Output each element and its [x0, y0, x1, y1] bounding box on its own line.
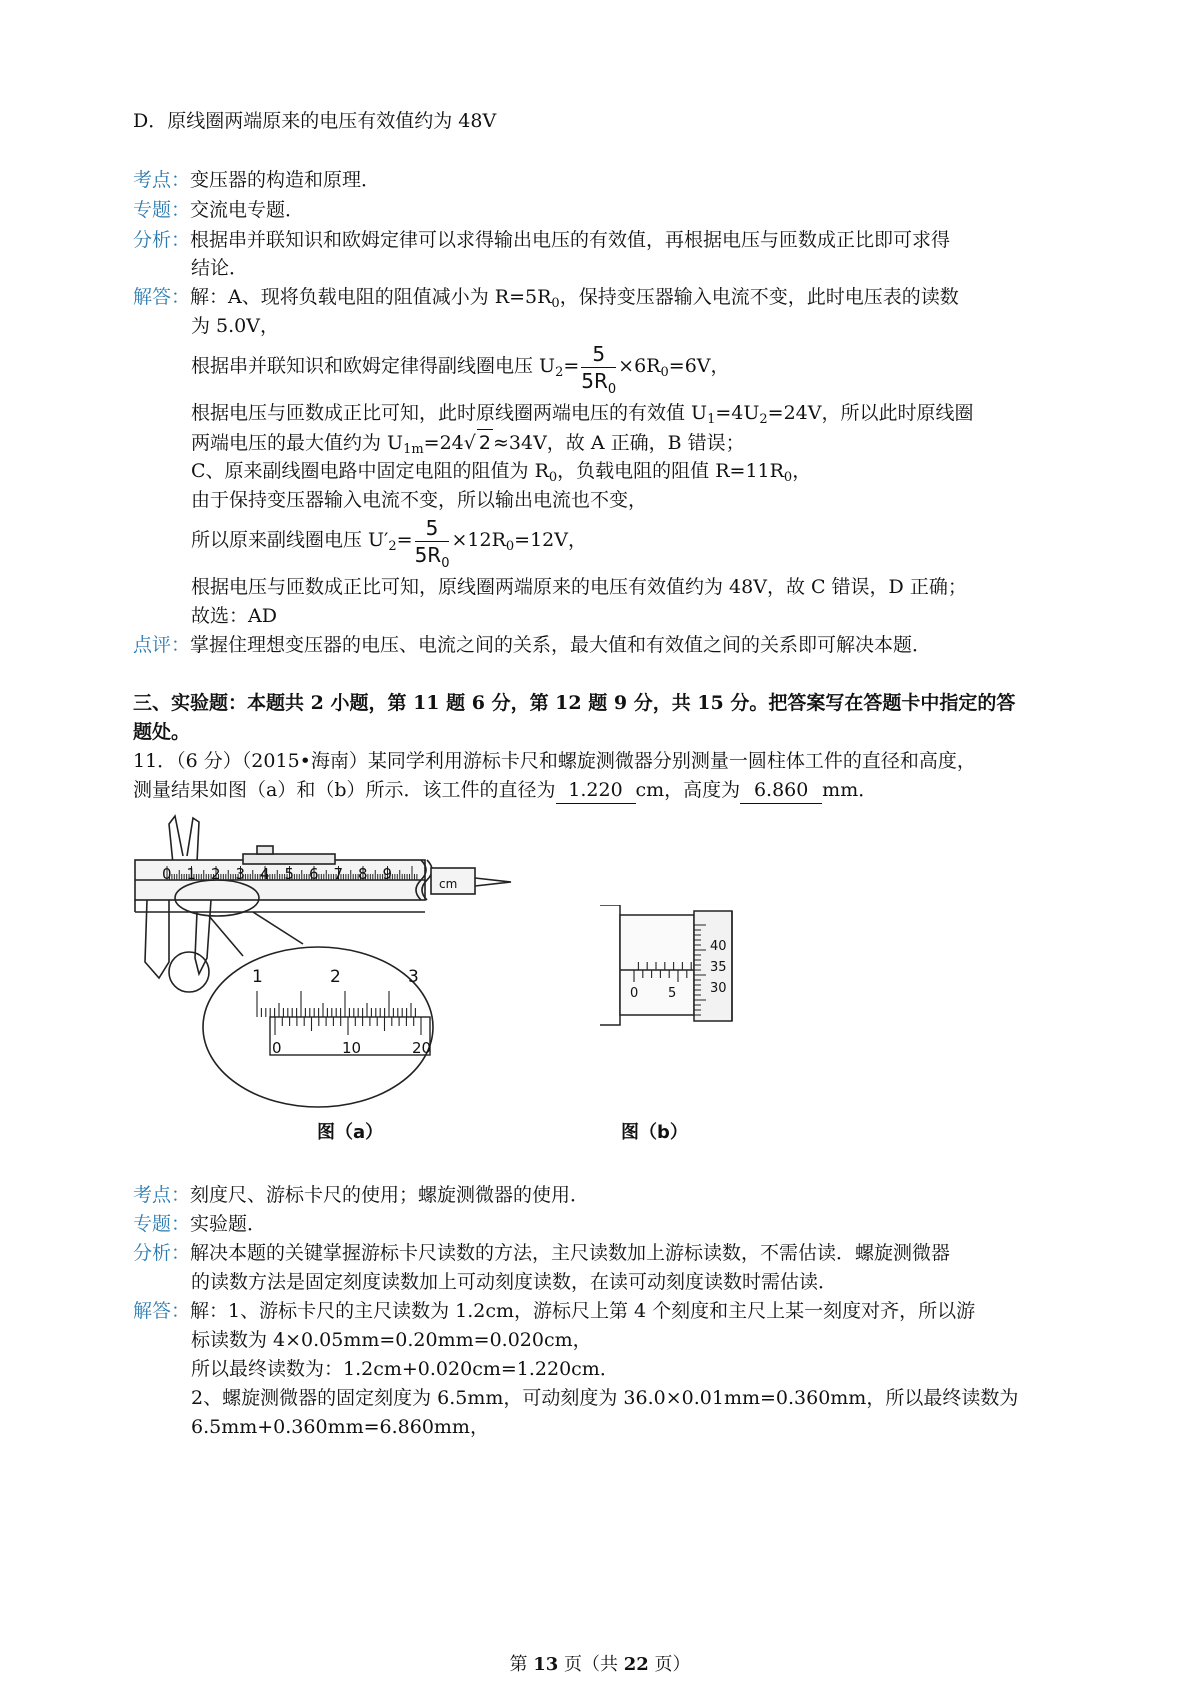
q10-jieda-line6: [191, 458, 811, 484]
q10-jieda-line9: 根据电压与匝数成正比可知，原线圈两端原来的电压有效值约为 48V，故 C 错误，D 正确；: [191, 576, 967, 598]
zoom-vernier-label: 0: [272, 1039, 282, 1057]
caliper-main-label: 6: [309, 865, 319, 883]
subscript: 2: [555, 365, 564, 380]
sqrt-radicand: 2: [477, 429, 493, 456]
text: 页）: [648, 1654, 691, 1675]
q11-fenxi-line1: 解决本题的关键掌握游标卡尺读数的方法，主尺读数加上游标读数，不需估读．螺旋测微器: [190, 1242, 951, 1264]
q11-zhuanti-text: 实验题．: [190, 1213, 267, 1235]
fenxi-label: 分析：: [133, 1242, 191, 1264]
caliper-main-label: 7: [333, 865, 344, 883]
text: =4U: [715, 402, 760, 424]
text: =: [396, 529, 413, 551]
q11-jieda-line4: 2、螺旋测微器的固定刻度为 6.5mm，可动刻度为 36.0×0.01mm=0.360mm，所以最终读数为: [191, 1387, 1019, 1409]
fraction: [581, 341, 617, 397]
q11-stem-line1: 11．（6 分）（2015•海南）某同学利用游标卡尺和螺旋测微器分别测量一圆柱体工件的直径和高度，: [133, 750, 976, 772]
text: 第: [509, 1654, 534, 1675]
subscript: 1m: [403, 442, 424, 457]
caliper-main-label: 1: [186, 865, 197, 883]
fig-a-caption: 图（a）: [317, 1122, 384, 1143]
q11-jieda-line5: 6.5mm+0.360mm=6.860mm，: [191, 1416, 489, 1438]
subscript: 2: [759, 412, 768, 427]
text: 根据串并联知识和欧姆定律得副线圈电压 U: [191, 355, 556, 377]
q10-zhuanti: [133, 197, 304, 223]
q10-fenxi-line1: 根据串并联知识和欧姆定律可以求得输出电压的有效值，再根据电压与匝数成正比即可求得: [190, 229, 951, 251]
subscript: 0: [783, 470, 793, 485]
vernier-caliper-figure: [125, 812, 525, 1112]
q11-zhuanti: [133, 1211, 266, 1237]
q11-jieda-line2: 标读数为 4×0.05mm=0.20mm=0.020cm，: [191, 1329, 592, 1351]
thimble-label: 35: [710, 960, 727, 975]
text: =24V，所以此时原线圈: [767, 402, 974, 424]
q10-zhuanti-text: 交流电专题．: [190, 199, 305, 221]
page-number: 13: [533, 1654, 559, 1675]
subscript: 0: [660, 365, 669, 380]
q11-fenxi-line2: 的读数方法是固定刻度读数加上可动刻度读数，在读可动刻度读数时需估读．: [191, 1271, 838, 1293]
text: =: [563, 355, 580, 377]
text: 测量结果如图（a）和（b）所示．该工件的直径为: [133, 779, 556, 801]
page-total: 22: [623, 1654, 649, 1675]
caliper-main-label: 9: [382, 865, 393, 883]
q10-fenxi: [133, 227, 950, 253]
subscript: 0: [607, 381, 617, 397]
text: cm，高度为: [635, 779, 741, 801]
q10-jieda-line3: [191, 340, 730, 397]
sleeve-label: 5: [668, 986, 677, 1001]
thimble-label: 40: [710, 939, 727, 954]
text: C、原来副线圈电路中固定电阻的阻值为 R: [191, 460, 549, 482]
fenxi-label: 分析：: [133, 229, 191, 251]
zoom-main-label: 3: [408, 967, 419, 987]
text: 解：A、现将负载电阻的阻值减小为 R=5R: [190, 286, 552, 308]
page-footer: [0, 1650, 1200, 1676]
subscript: 0: [551, 296, 560, 311]
text: ，: [792, 460, 812, 482]
q11-fenxi: [133, 1240, 950, 1266]
kaodian-label: 考点：: [133, 1184, 191, 1206]
q10-jieda-line5: [191, 429, 745, 456]
text: ×12R: [451, 529, 506, 551]
text: 所以原来副线圈电压 U′: [191, 529, 389, 551]
text: ≈34V，故 A 正确，B 错误；: [492, 432, 745, 454]
text: =12V，: [514, 529, 587, 551]
caliper-main-label: 2: [211, 865, 221, 883]
caliper-main-label: 0: [162, 865, 172, 883]
fraction-denominator: [414, 542, 450, 571]
q10-jieda-line4: [191, 400, 973, 426]
subscript: 0: [505, 539, 515, 554]
fig-b-caption: 图（b）: [621, 1122, 688, 1143]
text: 5R: [581, 368, 608, 393]
micrometer-figure: [598, 905, 748, 1045]
section3-heading-line1: 三、实验题：本题共 2 小题，第 11 题 6 分，第 12 题 9 分，共 15 分。把答案写在答题卡中指定的答: [133, 692, 1016, 714]
jieda-label: 解答：: [133, 286, 191, 308]
sqrt-symbol: √: [463, 432, 476, 454]
subscript: 0: [441, 555, 450, 571]
zhuanti-label: 专题：: [133, 1213, 191, 1235]
q11-kaodian: [133, 1182, 589, 1208]
subscript: 2: [388, 539, 397, 554]
text: 两端电压的最大值约为 U: [191, 432, 404, 454]
zoom-vernier-label: 20: [412, 1039, 432, 1057]
q11-jieda-line3: 所以最终读数为：1.2cm+0.020cm=1.220cm．: [191, 1358, 619, 1380]
kaodian-label: 考点：: [133, 169, 191, 191]
q10-jieda-line1: [133, 284, 959, 310]
fraction-numerator: 5: [415, 515, 450, 542]
dianping-label: 点评：: [133, 634, 191, 656]
text: 5R: [414, 542, 442, 567]
q11-stem-line2: [133, 777, 877, 804]
caliper-main-label: 4: [260, 865, 270, 883]
caliper-main-label: 5: [284, 865, 295, 883]
section3-heading-line2: 题处。: [133, 721, 191, 743]
text: ，负载电阻的阻值 R=11R: [557, 460, 784, 482]
q11-kaodian-text: 刻度尺、游标卡尺的使用；螺旋测微器的使用．: [190, 1184, 590, 1206]
option-d: D．原线圈两端原来的电压有效值约为 48V: [133, 110, 497, 132]
text: mm．: [822, 779, 878, 801]
thimble-label: 30: [710, 981, 727, 996]
subscript: 1: [707, 412, 716, 427]
text: =6V，: [668, 355, 730, 377]
fraction-denominator: [581, 368, 617, 397]
q10-jieda-line10: 故选：AD: [191, 605, 277, 627]
q11-jieda: [133, 1298, 975, 1324]
zoom-main-label: 1: [252, 967, 263, 987]
zoom-main-label: 2: [330, 967, 341, 987]
zoom-vernier-label: 10: [342, 1039, 362, 1057]
jieda-label: 解答：: [133, 1300, 191, 1322]
q11-jieda-line1: 解：1、游标卡尺的主尺读数为 1.2cm，游标尺上第 4 个刻度和主尺上某一刻度对齐，所以游: [190, 1300, 976, 1322]
subscript: 0: [548, 470, 558, 485]
text: =24: [423, 432, 464, 454]
q10-kaodian: [133, 167, 380, 193]
fraction: [414, 515, 450, 571]
q10-jieda-line2: 为 5.0V，: [191, 315, 279, 337]
caliper-main-label: 8: [358, 865, 368, 883]
fraction-numerator: 5: [581, 341, 616, 368]
q10-dianping-text: 掌握住理想变压器的电压、电流之间的关系，最大值和有效值之间的关系即可解决本题．: [190, 634, 932, 656]
sleeve-label: 0: [630, 986, 639, 1001]
answer-blank-1: 1.220: [556, 777, 636, 804]
text: 页（共: [558, 1654, 624, 1675]
caliper-main-label: 3: [235, 865, 246, 883]
zhuanti-label: 专题：: [133, 199, 191, 221]
q10-fenxi-line2: 结论．: [191, 257, 249, 279]
q10-jieda-line7: 由于保持变压器输入电流不变，所以输出电流也不变，: [191, 489, 648, 511]
q10-jieda-line8: [191, 514, 587, 571]
text: ，保持变压器输入电流不变，此时电压表的读数: [559, 286, 959, 308]
text: 根据电压与匝数成正比可知，此时原线圈两端电压的有效值 U: [191, 402, 708, 424]
q10-dianping: [133, 632, 931, 658]
q10-kaodian-text: 变压器的构造和原理．: [190, 169, 381, 191]
caliper-unit-label: cm: [439, 877, 458, 891]
text: ×6R: [618, 355, 661, 377]
answer-blank-2: 6.860: [740, 777, 822, 804]
